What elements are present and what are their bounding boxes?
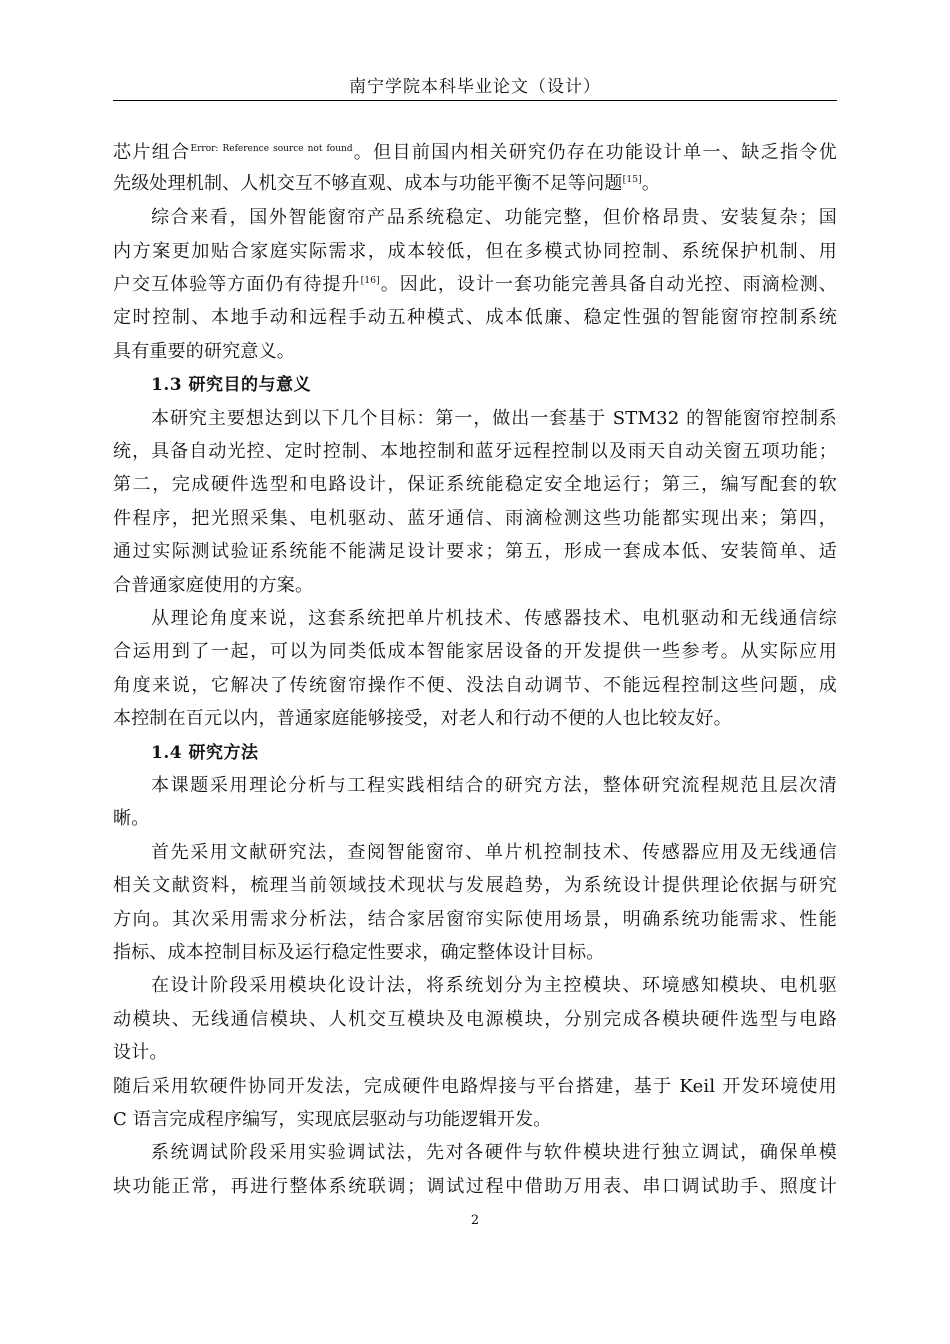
text-line: 设计。 [113,1042,168,1063]
section-heading: 1.4 研究方法 [151,743,259,763]
text-line: 统，具备自动光控、定时控制、本地控制和蓝牙远程控制以及雨天自动关窗五项功能； [113,441,837,462]
text-line: 在设计阶段采用模块化设计法，将系统划分为主控模块、环境感知模块、电机驱 [151,975,837,996]
text-line: 系统调试阶段采用实验调试法，先对各硬件与软件模块进行独立调试，确保单模 [151,1142,837,1163]
text-line: 首先采用文献研究法，查阅智能窗帘、单片机控制技术、传感器应用及无线通信 [151,842,837,863]
text-line: 本控制在百元以内，普通家庭能够接受，对老人和行动不便的人也比较友好。 [113,708,732,729]
text-line: 合普通家庭使用的方案。 [113,575,314,596]
text-line: 指标、成本控制目标及运行稳定性要求，确定整体设计目标。 [113,942,605,963]
text-line: 户交互体验等方面仍有待提升[16]。因此，设计一套功能完善具备自动光控、雨滴检测、 [113,274,837,295]
page-header: 南宁学院本科毕业论文（设计） [349,77,601,97]
text-line: 方向。其次采用需求分析法，结合家居窗帘实际使用场景，明确系统功能需求、性能 [113,909,837,930]
section-heading: 1.3 研究目的与意义 [151,375,311,395]
header-rule [113,100,837,101]
text-line: 相关文献资料，梳理当前领域技术现状与发展趋势，为系统设计提供理论依据与研究 [113,875,837,896]
text-line: 角度来说，它解决了传统窗帘操作不便、没法自动调节、不能远程控制这些问题，成 [113,675,837,696]
text-line: 动模块、无线通信模块、人机交互模块及电源模块，分别完成各模块硬件选型与电路 [113,1009,837,1030]
text-line: 先级处理机制、人机交互不够直观、成本与功能平衡不足等问题[15]。 [113,173,661,194]
text-line: 随后采用软硬件协同开发法，完成硬件电路焊接与平台搭建，基于 Keil 开发环境使用 [113,1076,837,1097]
text-line: 本研究主要想达到以下几个目标：第一，做出一套基于 STM32 的智能窗帘控制系 [151,408,837,429]
text-line: 定时控制、本地手动和远程手动五种模式、成本低廉、稳定性强的智能窗帘控制系统 [113,307,837,328]
text-line: 第二，完成硬件选型和电路设计，保证系统能稳定安全地运行；第三，编写配套的软 [113,474,837,495]
text-line: 合运用到了一起，可以为同类低成本智能家居设备的开发提供一些参考。从实际应用 [113,641,837,662]
text-line: 综合来看，国外智能窗帘产品系统稳定、功能完整，但价格昂贵、安装复杂；国 [151,207,837,228]
text-line: 从理论角度来说，这套系统把单片机技术、传感器技术、电机驱动和无线通信综 [151,608,837,629]
citation: [15] [622,175,642,185]
text-line: 具有重要的研究意义。 [113,341,295,362]
text-line: 内方案更加贴合家庭实际需求，成本较低，但在多模式协同控制、系统保护机制、用 [113,241,837,262]
citation: [16] [360,276,380,286]
text-line: 通过实际测试验证系统能不能满足设计要求；第五，形成一套成本低、安装简单、适 [113,541,837,562]
text-line: 块功能正常，再进行整体系统联调；调试过程中借助万用表、串口调试助手、照度计 [113,1176,837,1197]
text-line: 芯片组合$^{Error: Reference source not found}$。但目前国内相关研究仍存在功能设计单一、缺乏指令优 [113,142,838,163]
text-line: 晰。 [113,808,150,829]
text-line: 本课题采用理论分析与工程实践相结合的研究方法，整体研究流程规范且层次清 [151,775,837,796]
text-line: 件程序，把光照采集、电机驱动、蓝牙通信、雨滴检测这些功能都实现出来；第四， [113,508,837,529]
page-number: 2 [470,1213,480,1228]
reference-error: Error: Reference source not found [190,144,353,154]
text-line: C 语言完成程序编写，实现底层驱动与功能逻辑开发。 [113,1109,552,1130]
